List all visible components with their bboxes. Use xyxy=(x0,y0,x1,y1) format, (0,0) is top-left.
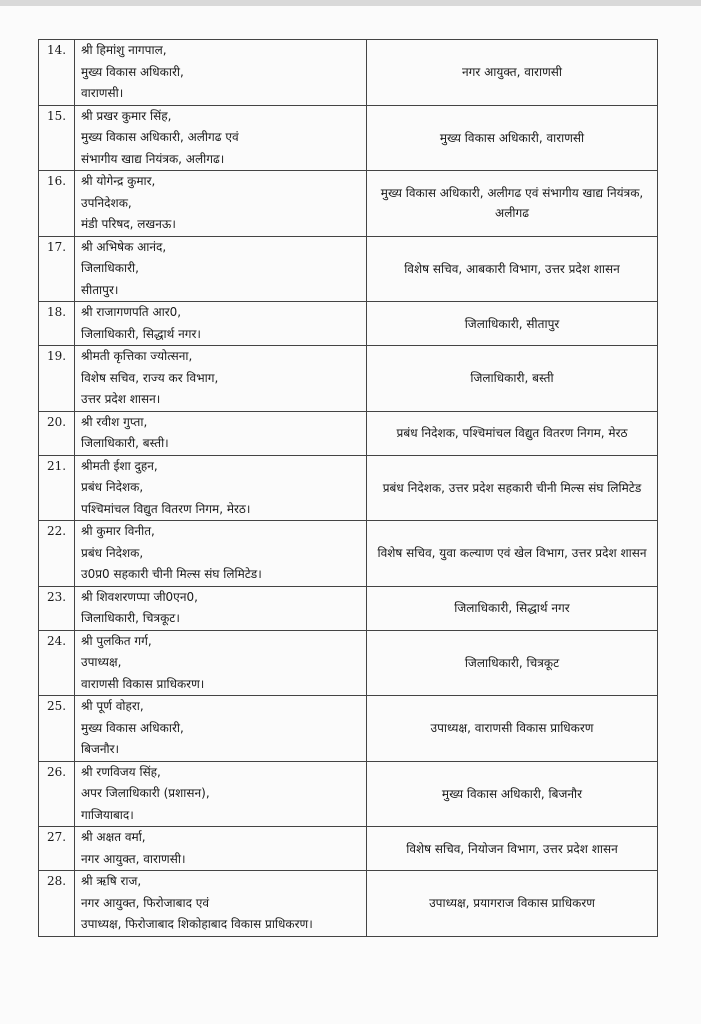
officer-line: श्री हिमांशु नागपाल, xyxy=(81,43,167,57)
officer-details xyxy=(75,871,367,937)
document-page xyxy=(0,6,701,1024)
serial-number: 17. xyxy=(39,236,75,302)
table-row xyxy=(39,521,658,587)
officer-line: उपाध्यक्ष, xyxy=(81,655,122,669)
officer-line: जिलाधिकारी, xyxy=(81,261,139,275)
serial-number: 19. xyxy=(39,346,75,412)
officer-line: वाराणसी। xyxy=(81,86,124,100)
transfer-table xyxy=(38,39,658,937)
officer-line: अपर जिलाधिकारी (प्रशासन), xyxy=(81,786,210,800)
officer-line: उत्तर प्रदेश शासन। xyxy=(81,392,161,406)
officer-line: श्री पूर्ण वोहरा, xyxy=(81,699,144,713)
officer-details xyxy=(75,455,367,521)
officer-line: श्री अभिषेक आनंद, xyxy=(81,239,167,254)
officer-line: प्रबंध निदेशक, xyxy=(81,480,144,494)
officer-details xyxy=(75,761,367,827)
officer-line: गाजियाबाद। xyxy=(81,807,134,822)
new-posting: प्रबंध निदेशक, पश्चिमांचल विद्युत वितरण निगम, मेरठ xyxy=(367,411,658,455)
serial-number: 21. xyxy=(39,455,75,521)
officer-details xyxy=(75,346,367,412)
officer-details xyxy=(75,586,367,630)
officer-details xyxy=(75,630,367,696)
officer-line: वाराणसी विकास प्राधिकरण। xyxy=(81,676,205,691)
officer-line: श्री कुमार विनीत, xyxy=(81,524,155,538)
officer-line: मुख्य विकास अधिकारी, अलीगढ एवं xyxy=(81,130,239,144)
officer-line: बिजनौर। xyxy=(81,742,120,756)
officer-details xyxy=(75,171,367,237)
officer-line: मंडी परिषद, लखनऊ। xyxy=(81,217,176,231)
new-posting: मुख्य विकास अधिकारी, वाराणसी xyxy=(367,105,658,171)
serial-number: 16. xyxy=(39,171,75,237)
serial-number: 18. xyxy=(39,302,75,346)
officer-line: सीतापुर। xyxy=(81,282,119,297)
new-posting: नगर आयुक्त, वाराणसी xyxy=(367,40,658,106)
officer-line: श्री रवीश गुप्ता, xyxy=(81,414,148,429)
table-row xyxy=(39,346,658,412)
table-row xyxy=(39,586,658,630)
new-posting: जिलाधिकारी, सीतापुर xyxy=(367,302,658,346)
serial-number: 15. xyxy=(39,105,75,171)
officer-line: श्रीमती कृत्तिका ज्योत्सना, xyxy=(81,349,193,363)
new-posting: विशेष सचिव, आबकारी विभाग, उत्तर प्रदेश शासन xyxy=(367,236,658,302)
officer-line: श्री राजागणपति आर0, xyxy=(81,305,182,319)
officer-line: जिलाधिकारी, चित्रकूट। xyxy=(81,611,180,625)
officer-line: श्री प्रखर कुमार सिंह, xyxy=(81,108,172,123)
table-row xyxy=(39,40,658,106)
officer-line: श्री अक्षत वर्मा, xyxy=(81,830,146,844)
table-row xyxy=(39,411,658,455)
officer-line: श्री शिवशरणप्पा जी0एन0, xyxy=(81,589,198,604)
officer-details xyxy=(75,411,367,455)
serial-number: 26. xyxy=(39,761,75,827)
officer-details xyxy=(75,105,367,171)
officer-line: श्री पुलकित गर्ग, xyxy=(81,633,152,648)
officer-line: उपाध्यक्ष, फिरोजाबाद शिकोहाबाद विकास प्राधिकरण। xyxy=(81,917,313,931)
serial-number: 22. xyxy=(39,521,75,587)
table-row xyxy=(39,236,658,302)
table-row xyxy=(39,761,658,827)
new-posting: विशेष सचिव, युवा कल्याण एवं खेल विभाग, उत्तर प्रदेश शासन xyxy=(367,521,658,587)
table-row xyxy=(39,455,658,521)
officer-line: श्री ऋषि राज, xyxy=(81,874,142,888)
officer-details xyxy=(75,696,367,762)
new-posting: जिलाधिकारी, बस्ती xyxy=(367,346,658,412)
officer-details xyxy=(75,236,367,302)
officer-line: उपनिदेशक, xyxy=(81,195,132,210)
new-posting: प्रबंध निदेशक, उत्तर प्रदेश सहकारी चीनी मिल्स संघ लिमिटेड xyxy=(367,455,658,521)
officer-line: उ0प्र0 सहकारी चीनी मिल्स संघ लिमिटेड। xyxy=(81,567,262,581)
serial-number: 23. xyxy=(39,586,75,630)
serial-number: 24. xyxy=(39,630,75,696)
officer-details xyxy=(75,521,367,587)
officer-line: पश्चिमांचल विद्युत वितरण निगम, मेरठ। xyxy=(81,501,251,516)
table-row xyxy=(39,871,658,937)
officer-line: श्री योगेन्द्र कुमार, xyxy=(81,174,156,188)
officer-line: मुख्य विकास अधिकारी, xyxy=(81,720,184,735)
new-posting: जिलाधिकारी, चित्रकूट xyxy=(367,630,658,696)
new-posting: उपाध्यक्ष, वाराणसी विकास प्राधिकरण xyxy=(367,696,658,762)
table-row xyxy=(39,630,658,696)
table-row xyxy=(39,171,658,237)
serial-number: 25. xyxy=(39,696,75,762)
new-posting: उपाध्यक्ष, प्रयागराज विकास प्राधिकरण xyxy=(367,871,658,937)
officer-line: जिलाधिकारी, बस्ती। xyxy=(81,436,169,450)
officer-line: मुख्य विकास अधिकारी, xyxy=(81,64,184,79)
serial-number: 20. xyxy=(39,411,75,455)
new-posting: विशेष सचिव, नियोजन विभाग, उत्तर प्रदेश शासन xyxy=(367,827,658,871)
serial-number: 27. xyxy=(39,827,75,871)
officer-details xyxy=(75,827,367,871)
officer-line: जिलाधिकारी, सिद्धार्थ नगर। xyxy=(81,326,201,341)
new-posting: मुख्य विकास अधिकारी, अलीगढ एवं संभागीय खाद्य नियंत्रक, अलीगढ xyxy=(367,171,658,237)
officer-line: विशेष सचिव, राज्य कर विभाग, xyxy=(81,370,219,385)
officer-line: श्री रणविजय सिंह, xyxy=(81,764,161,779)
officer-details xyxy=(75,40,367,106)
serial-number: 14. xyxy=(39,40,75,106)
table-row xyxy=(39,827,658,871)
officer-details xyxy=(75,302,367,346)
officer-line: संभागीय खाद्य नियंत्रक, अलीगढ। xyxy=(81,151,225,166)
table-row xyxy=(39,696,658,762)
serial-number: 28. xyxy=(39,871,75,937)
new-posting: जिलाधिकारी, सिद्धार्थ नगर xyxy=(367,586,658,630)
table-row xyxy=(39,105,658,171)
officer-line: नगर आयुक्त, वाराणसी। xyxy=(81,851,186,866)
officer-line: प्रबंध निदेशक, xyxy=(81,545,144,560)
table-row xyxy=(39,302,658,346)
officer-line: श्रीमती ईशा दुहन, xyxy=(81,458,158,473)
new-posting: मुख्य विकास अधिकारी, बिजनौर xyxy=(367,761,658,827)
officer-line: नगर आयुक्त, फिरोजाबाद एवं xyxy=(81,895,210,910)
